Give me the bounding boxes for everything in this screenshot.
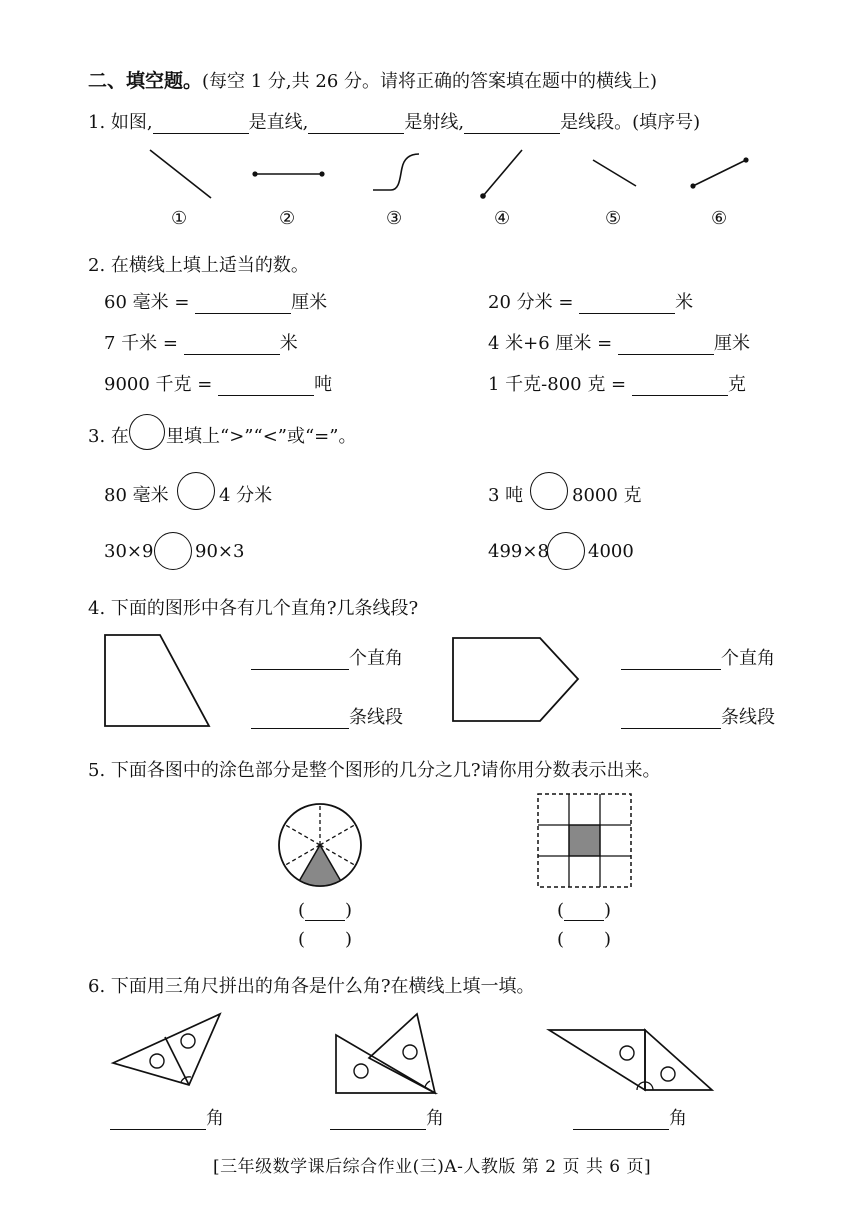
q1-stem-part: 是射线, (404, 112, 465, 133)
q3-right: 4000 (588, 541, 634, 562)
q2-item-post: 米 (675, 292, 694, 313)
q6-stem: 6. 下面用三角尺拼出的角各是什么角?在横线上填一填。 (88, 976, 535, 997)
q2-item-post: 吨 (314, 374, 333, 395)
q3-left: 499×8 (488, 541, 549, 562)
set-square-figure-2 (336, 1014, 435, 1093)
q4-stem: 4. 下面的图形中各有几个直角?几条线段? (88, 598, 419, 619)
figure-label-1: ① (171, 208, 188, 229)
paren: ) (345, 900, 353, 921)
paren: ( (557, 900, 565, 921)
set-square-figure-3 (549, 1030, 712, 1090)
q1-stem-part: 1. 如图, (88, 112, 153, 133)
q2-stem: 2. 在横线上填上适当的数。 (88, 255, 309, 276)
section-note: (每空 1 分,共 26 分。请将正确的答案填在题中的横线上) (202, 71, 658, 92)
paren: ( (298, 900, 306, 921)
q2-item-pre: 7 千米 = (104, 333, 178, 354)
paren: ) (604, 900, 612, 921)
q3-left: 30×9 (104, 541, 154, 562)
q6-answer (573, 1104, 687, 1130)
q1-stem-part: 是线段。(填序号) (560, 112, 701, 133)
section-title: 二、填空题。 (88, 70, 203, 92)
q1-stem-part: 是直线, (248, 112, 309, 133)
figure-label-5: ⑤ (605, 208, 622, 229)
q4-angle-label: 个直角 (721, 648, 775, 669)
q2-item-pre: 60 毫米 = (104, 292, 190, 313)
q3-left: 80 毫米 (104, 485, 169, 506)
q6-blank[interactable] (573, 1109, 669, 1130)
q6-angle-suffix: 角 (206, 1108, 224, 1129)
q6-answer (110, 1104, 224, 1130)
q6-angle-suffix: 角 (426, 1108, 444, 1129)
paren: ( (298, 929, 306, 950)
q3-right: 90×3 (195, 541, 245, 562)
q2-item-pre: 1 千克-800 克 = (488, 374, 627, 395)
figure-label-6: ⑥ (711, 208, 728, 229)
paren: ) (345, 929, 353, 950)
q6-blank[interactable] (110, 1109, 206, 1130)
q3-stem-b: 里填上“>”“<”或“=”。 (166, 426, 357, 447)
paren: ( (557, 929, 565, 950)
q2-item-pre: 9000 千克 = (104, 374, 213, 395)
q6-answer (330, 1104, 444, 1130)
q3-stem-a: 3. 在 (88, 426, 129, 447)
q2-item-post: 米 (279, 333, 298, 354)
q2-item-post: 厘米 (713, 333, 750, 354)
figure-label-3: ③ (386, 208, 403, 229)
set-square-figure-1 (113, 1014, 220, 1085)
q2-item-pre: 20 分米 = (488, 292, 574, 313)
q3-left: 3 吨 (488, 485, 524, 506)
figure-label-2: ② (279, 208, 296, 229)
page-footer: [三年级数学课后综合作业(三)A-人教版 第 2 页 共 6 页] (213, 1157, 652, 1177)
q6-angle-suffix: 角 (669, 1108, 687, 1129)
q3-right: 8000 克 (572, 485, 642, 506)
q4-angle-label: 个直角 (349, 648, 403, 669)
q4-segment-label: 条线段 (721, 707, 775, 728)
q2-item-post: 厘米 (291, 292, 328, 313)
q3-right: 4 分米 (219, 485, 273, 506)
q2-item-post: 克 (727, 374, 746, 395)
q2-item-pre: 4 米+6 厘米 = (488, 333, 613, 354)
paren: ) (604, 929, 612, 950)
figure-label-4: ④ (494, 208, 511, 229)
q6-blank[interactable] (330, 1109, 426, 1130)
q4-segment-label: 条线段 (349, 707, 403, 728)
q5-stem: 5. 下面各图中的涂色部分是整个图形的几分之几?请你用分数表示出来。 (88, 760, 661, 781)
